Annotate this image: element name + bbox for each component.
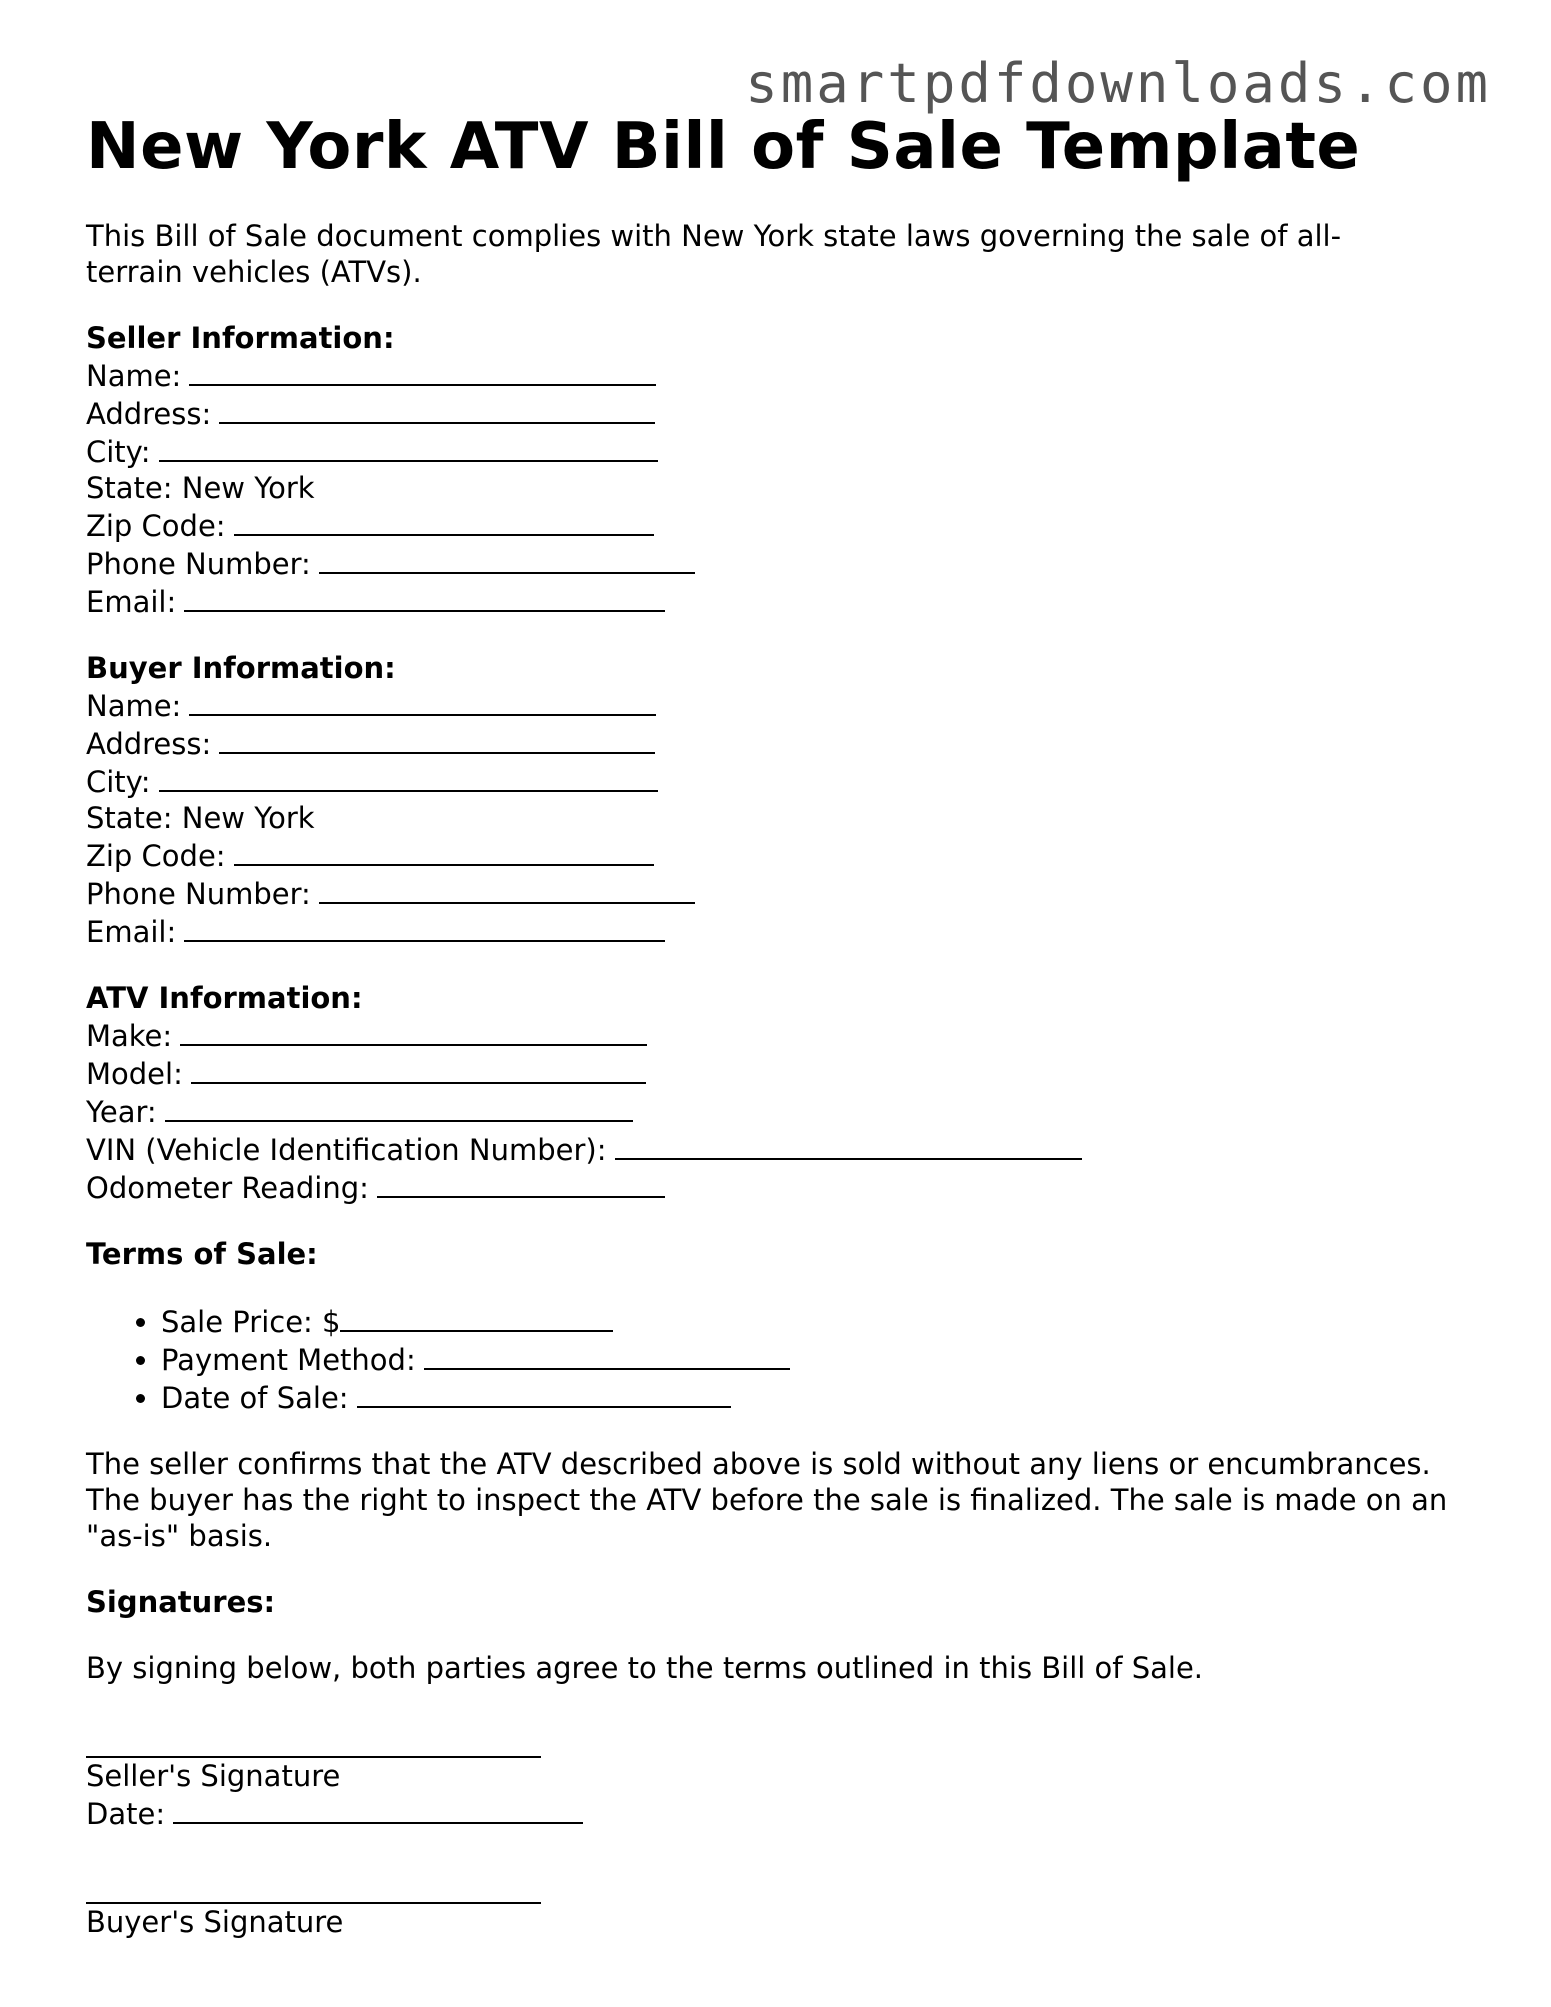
seller-state-row: State: New York <box>86 471 315 505</box>
seller-zip-label: Zip Code: <box>86 509 226 543</box>
atv-vin-row <box>86 1130 1466 1168</box>
atv-make-field[interactable] <box>180 1016 647 1046</box>
buyer-address-row <box>86 724 1466 762</box>
seller-email-label: Email: <box>86 585 177 619</box>
seller-city-field[interactable] <box>159 432 658 462</box>
date-of-sale-field[interactable] <box>357 1378 731 1408</box>
atv-vin-label: VIN (Vehicle Identification Number): <box>86 1133 607 1167</box>
buyer-phone-row <box>86 874 1466 912</box>
buyer-state-row: State: New York <box>86 801 315 835</box>
buyer-zip-row <box>86 836 1466 874</box>
signatures-section <box>86 1584 1466 1940</box>
buyer-address-field[interactable] <box>219 724 655 754</box>
sale-price-label: Sale Price: $ <box>161 1305 341 1339</box>
seller-phone-row <box>86 544 1466 582</box>
atv-make-label: Make: <box>86 1019 173 1053</box>
watermark: smartpdfdownloads.com <box>745 52 1491 115</box>
atv-model-label: Model: <box>86 1057 183 1091</box>
payment-method-field[interactable] <box>424 1340 790 1370</box>
seller-name-row <box>86 356 1466 394</box>
buyer-name-label: Name: <box>86 689 182 723</box>
payment-method-label: Payment Method: <box>161 1343 416 1377</box>
buyer-city-field[interactable] <box>159 762 658 792</box>
terms-list <box>86 1302 1466 1416</box>
seller-email-row <box>86 582 1466 620</box>
buyer-email-field[interactable] <box>184 912 665 942</box>
seller-signature-label: Seller's Signature <box>86 1759 341 1793</box>
atv-year-field[interactable] <box>165 1092 633 1122</box>
atv-heading: ATV Information: <box>86 981 363 1015</box>
seller-signature-field[interactable] <box>86 1720 541 1758</box>
terms-heading: Terms of Sale: <box>86 1237 318 1271</box>
atv-section <box>86 980 1466 1206</box>
disclaimer-paragraph: The seller confirms that the ATV described above is sold without any liens or encumbrances. The buyer has the right to inspect the ATV before the sale is finalized. The sale is made on an "as-is" basis. <box>86 1447 1448 1553</box>
seller-name-field[interactable] <box>189 356 656 386</box>
buyer-name-field[interactable] <box>189 686 656 716</box>
list-item <box>161 1378 1466 1416</box>
seller-section <box>86 320 1466 620</box>
seller-date-row <box>86 1794 1466 1832</box>
seller-phone-label: Phone Number: <box>86 547 311 581</box>
seller-address-row <box>86 394 1466 432</box>
signatures-heading: Signatures: <box>86 1585 276 1619</box>
seller-zip-field[interactable] <box>234 506 654 536</box>
buyer-zip-field[interactable] <box>234 836 654 866</box>
seller-address-label: Address: <box>86 397 212 431</box>
atv-odometer-label: Odometer Reading: <box>86 1171 369 1205</box>
intro-paragraph: This Bill of Sale document complies with New York state laws governing the sale of all-terrain vehicles (ATVs). <box>86 219 1342 289</box>
buyer-phone-label: Phone Number: <box>86 877 311 911</box>
sale-price-field[interactable] <box>340 1302 613 1332</box>
atv-year-row <box>86 1092 1466 1130</box>
seller-phone-field[interactable] <box>319 544 695 574</box>
buyer-signature-label: Buyer's Signature <box>86 1905 344 1939</box>
buyer-city-row <box>86 762 1466 800</box>
seller-date-field[interactable] <box>173 1794 583 1824</box>
atv-year-label: Year: <box>86 1095 157 1129</box>
seller-signature-block <box>86 1720 1466 1832</box>
list-item <box>161 1340 1466 1378</box>
seller-heading: Seller Information: <box>86 321 395 355</box>
buyer-address-label: Address: <box>86 727 212 761</box>
document-page <box>86 108 1466 1940</box>
buyer-phone-field[interactable] <box>319 874 695 904</box>
atv-odometer-field[interactable] <box>377 1168 665 1198</box>
seller-zip-row <box>86 506 1466 544</box>
buyer-heading: Buyer Information: <box>86 651 396 685</box>
atv-model-field[interactable] <box>191 1054 646 1084</box>
seller-city-label: City: <box>86 435 151 469</box>
signatures-statement: By signing below, both parties agree to the terms outlined in this Bill of Sale. <box>86 1651 1204 1685</box>
atv-odometer-row <box>86 1168 1466 1206</box>
buyer-email-label: Email: <box>86 915 177 949</box>
atv-vin-field[interactable] <box>615 1130 1082 1160</box>
buyer-signature-block <box>86 1866 1466 1940</box>
seller-address-field[interactable] <box>219 394 655 424</box>
date-of-sale-label: Date of Sale: <box>161 1381 349 1415</box>
buyer-name-row <box>86 686 1466 724</box>
atv-make-row <box>86 1016 1466 1054</box>
seller-date-label: Date: <box>86 1797 166 1831</box>
buyer-section <box>86 650 1466 950</box>
list-item <box>161 1302 1466 1340</box>
buyer-signature-field[interactable] <box>86 1866 541 1904</box>
buyer-zip-label: Zip Code: <box>86 839 226 873</box>
seller-city-row <box>86 432 1466 470</box>
atv-model-row <box>86 1054 1466 1092</box>
seller-name-label: Name: <box>86 359 182 393</box>
page-title: New York ATV Bill of Sale Template <box>86 110 1361 184</box>
seller-email-field[interactable] <box>184 582 665 612</box>
buyer-city-label: City: <box>86 765 151 799</box>
buyer-email-row <box>86 912 1466 950</box>
terms-section <box>86 1236 1466 1416</box>
